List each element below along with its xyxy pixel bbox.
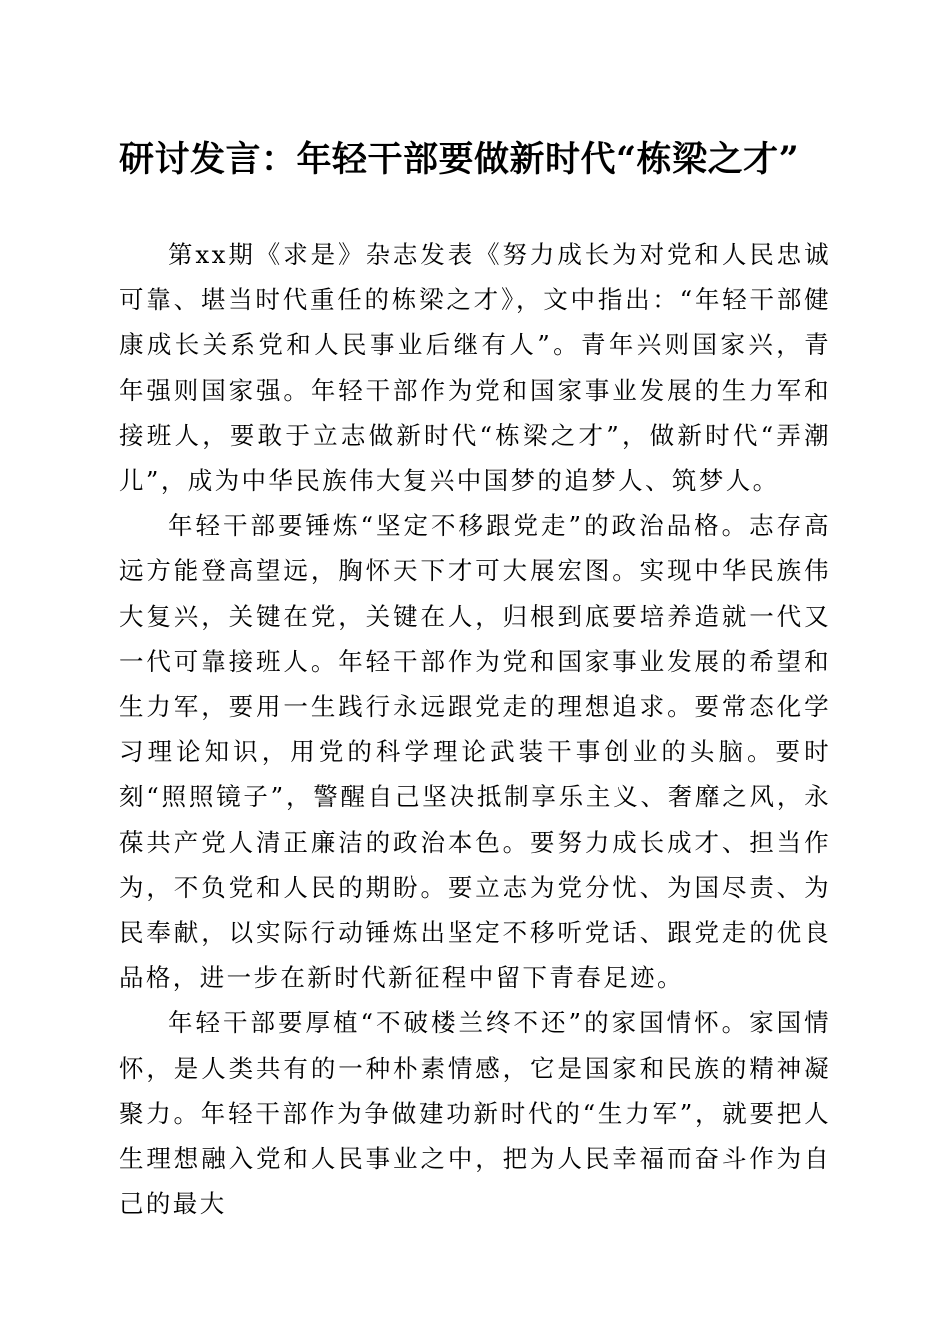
paragraph-intro: 第xx期《求是》杂志发表《努力成长为对党和人民忠诚可靠、堪当时代重任的栋梁之才》，文中指出：“年轻干部健康成长关系党和人民事业后继有人”。青年兴则国家兴，青年强则国家强。年轻干部作为党和国家事业发展的生力军和接班人，要敢于立志做新时代“栋梁之才”，做新时代“弄潮儿”，成为中华民族伟大复兴中国梦的追梦人、筑梦人。 xyxy=(119,240,831,496)
paragraph-patriotic-feelings: 年轻干部要厚植“不破楼兰终不还”的家国情怀。家国情怀，是人类共有的一种朴素情感，它是国家和民族的精神凝聚力。年轻干部作为争做建功新时代的“生力军”，就要把人生理想融入党和人民事业之中，把为人民幸福而奋斗作为自己的最大 xyxy=(119,1008,831,1219)
document-body xyxy=(119,232,831,1226)
paragraph-political-character: 年轻干部要锤炼“坚定不移跟党走”的政治品格。志存高远方能登高望远，胸怀天下才可大展宏图。实现中华民族伟大复兴，关键在党，关键在人，归根到底要培养造就一代又一代可靠接班人。年轻干部作为党和国家事业发展的希望和生力军，要用一生践行永远跟党走的理想追求。要常态化学习理论知识，用党的科学理论武装干事创业的头脑。要时刻“照照镜子”，警醒自己坚决抵制享乐主义、奢靡之风，永葆共产党人清正廉洁的政治本色。要努力成长成才、担当作为，不负党和人民的期盼。要立志为党分忧、为国尽责、为民奉献，以实际行动锤炼出坚定不移听党话、跟党走的优良品格，进一步在新时代新征程中留下青春足迹。 xyxy=(119,511,831,993)
document-title: 研讨发言：年轻干部要做新时代“栋梁之才” xyxy=(119,139,800,180)
